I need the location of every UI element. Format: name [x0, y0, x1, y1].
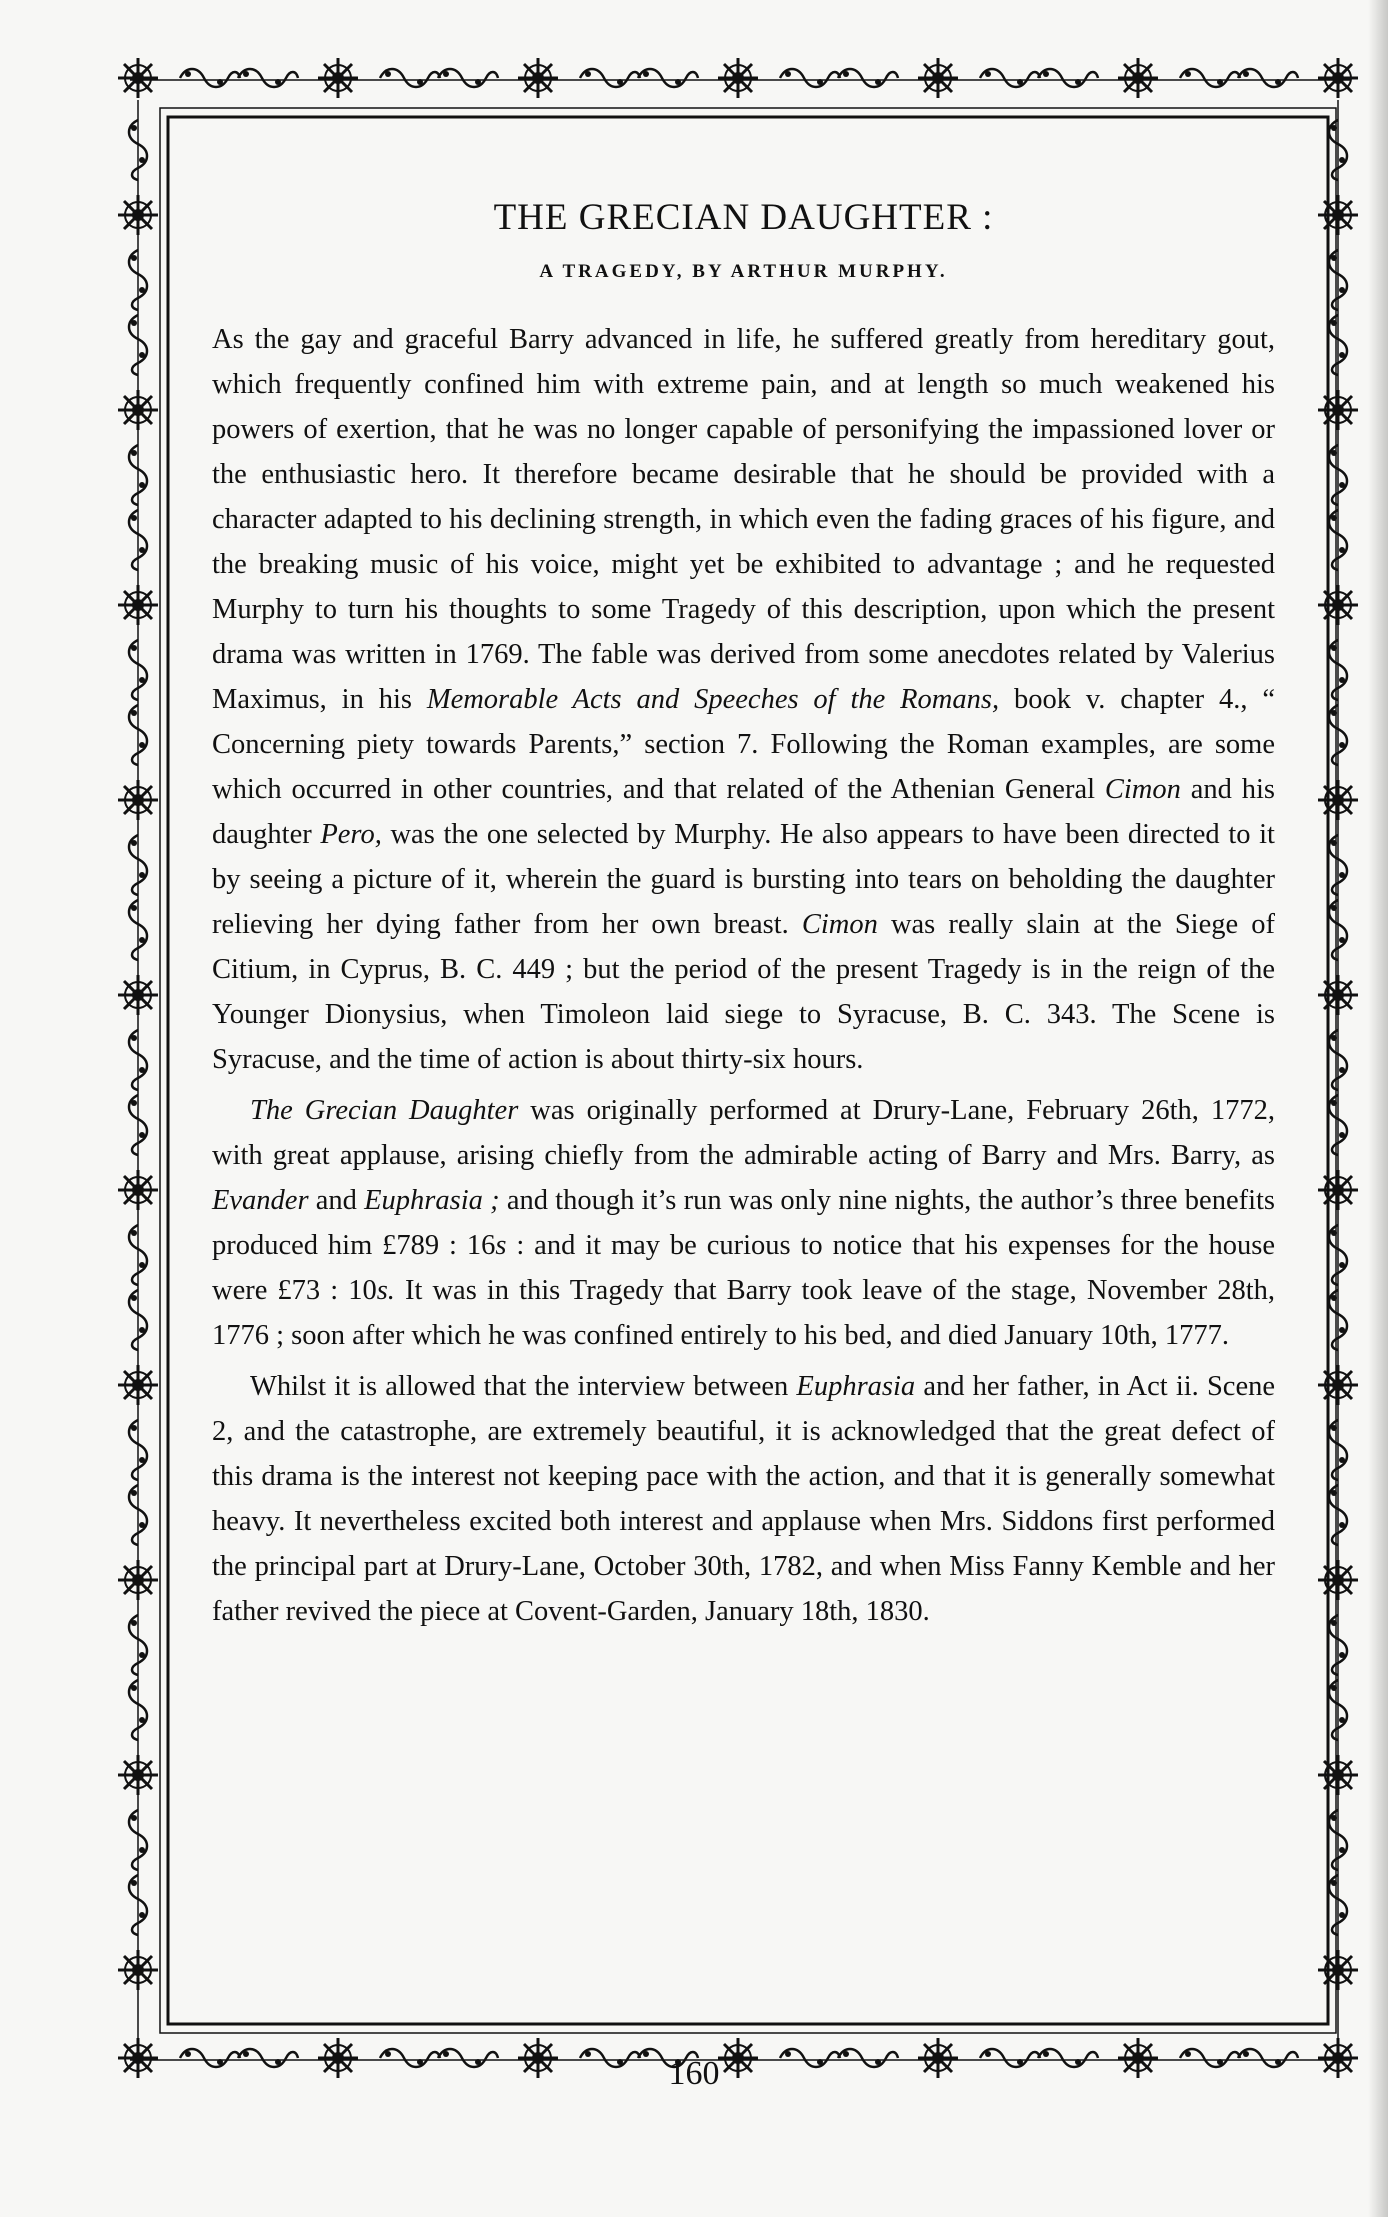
italic-play-title: The Grecian Daughter [250, 1095, 519, 1126]
italic-name: Evander [212, 1185, 309, 1216]
text-segment: : and it may be curious to notice that his expenses for the house were £73 : 10 [212, 1230, 1275, 1306]
page-title: THE GRECIAN DAUGHTER : [493, 197, 994, 238]
paragraph-3 [212, 1364, 1275, 1634]
italic-name: Euphrasia [796, 1371, 916, 1402]
page-number: 160 [668, 2055, 720, 2092]
italic-name: Cimon [1104, 774, 1181, 805]
italic-shillings: s [495, 1230, 507, 1261]
italic-name: Pero, [320, 819, 382, 850]
text-segment: and her father, in Act ii. Scene 2, and the catastrophe, are extremely beautiful, it is acknowledged that the great defect of this drama is the interest not keeping pace with the action, and that it is generally somewhat heavy. It nevertheless excited both interest and applause when Mrs. Siddons first performed the principal part at Drury-Lane, October 30th, 1782, and when Miss Fanny Kemble and her father revived the piece at Covent-Garden, January 18th, 1830. [212, 1371, 1275, 1627]
italic-book-title: Memorable Acts and Speeches of the Romans, [426, 684, 1000, 715]
paragraph-1 [212, 317, 1275, 1082]
text-segment: Whilst it is allowed that the interview between [250, 1371, 797, 1402]
text-segment: As the gay and graceful Barry advanced in life, he suffered greatly from hereditary gout, which frequently confined him with extreme pain, and at length so much weakened his powers of exertion, that he was no longer capable of personifying the impassioned lover or the enthusiastic hero. It therefore became desirable that he should be provided with a character adapted to his declining strength, in which even the fading graces of his figure, and the breaking music of his voice, might yet be exhibited to advantage ; and he requested Murphy to turn his thoughts to some Tragedy of this description, upon which the present drama was written in 1769. The fable was derived from some anecdotes related by Valerius Maximus, in his [212, 324, 1275, 715]
paragraph-2 [212, 1088, 1275, 1358]
text-segment: was originally performed at Drury-Lane, February 26th, 1772, with great applause, arising chiefly from the admirable acting of Barry and Mrs. Barry, as [212, 1095, 1275, 1171]
text-segment: and [308, 1185, 365, 1216]
italic-shillings: s. [376, 1275, 395, 1306]
page-content [212, 196, 1275, 1634]
text-segment: and his daughter [212, 774, 1275, 850]
text-segment: and though it’s run was only nine nights, the author’s three benefits produced him £789 : 16 [212, 1185, 1276, 1261]
text-segment: book v. chapter 4., “ Concerning piety towards Parents,” section 7. Following the Roman examples, are some which occurred in other countries, and that related of the Athenian General [212, 684, 1275, 805]
text-segment: was really slain at the Siege of Citium, in Cyprus, B. C. 449 ; but the period of the present Tragedy is in the reign of the Younger Dionysius, when Timoleon laid siege to Syracuse, B. C. 343. The Scene is Syracuse, and the time of action is about thirty-six hours. [212, 909, 1275, 1075]
top-rosettes [118, 58, 1358, 98]
page-subtitle: A TRAGEDY, BY ARTHUR MURPHY. [539, 261, 948, 282]
italic-name: Cimon [801, 909, 878, 940]
italic-name: Euphrasia ; [364, 1185, 500, 1216]
text-segment: It was in this Tragedy that Barry took leave of the stage, November 28th, 1776 ; soon after which he was confined entirely to his bed, and died January 10th, 1777. [212, 1275, 1275, 1351]
text-segment: was the one selected by Murphy. He also appears to have been directed to it by seeing a picture of it, wherein the guard is bursting into tears on beholding the daughter relieving her dying father from her own breast. [212, 819, 1275, 940]
